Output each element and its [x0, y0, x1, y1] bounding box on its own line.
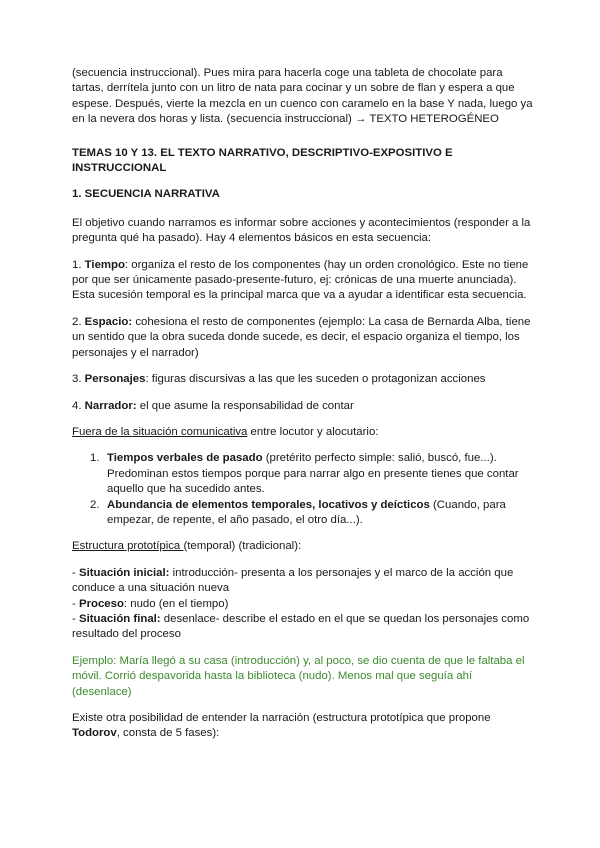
phase-prefix: - — [72, 566, 79, 579]
element-label: Narrador: — [84, 399, 137, 412]
section-title: 1. SECUENCIA NARRATIVA — [72, 188, 220, 201]
phase-text: introducción- presenta a los personajes y el marco de la acción que conduce a una situación nueva — [72, 566, 514, 595]
phase-bold: Proceso — [78, 597, 124, 610]
phase-item — [72, 597, 534, 612]
closing-text: Existe otra posibilidad de entender la narración (estructura prototípica que propone — [72, 712, 491, 724]
phase-text: desenlace- describe el estado en el que se quedan los personajes como resultado del proceso — [72, 612, 530, 641]
structure-underlined: Estructura prototípica — [72, 540, 184, 553]
closing-text-end: , consta de 5 fases): — [116, 727, 220, 740]
element-label: Tiempo — [84, 258, 125, 271]
topic-heading: TEMAS 10 Y 13. EL TEXTO NARRATIVO, DESCRIPTIVO-EXPOSITIVO E INSTRUCCIONAL — [72, 146, 453, 175]
objective-paragraph: El objetivo cuando narramos es informar sobre acciones y acontecimientos (responder a la pregunta qué ha pasado). Hay 4 elementos básicos en esta secuencia: — [72, 216, 531, 245]
situation-underlined: Fuera de la situación comunicativa — [72, 425, 248, 438]
list-item — [72, 498, 534, 529]
situation-paragraph — [72, 425, 534, 440]
list-bold: Tiempos verbales de pasado — [107, 452, 263, 465]
list-text: (Cuando, para empezar, de repente, el año pasado, el otro día...). — [107, 498, 506, 526]
phase-item — [72, 566, 534, 597]
phases-block — [72, 566, 534, 643]
closing-bold: Todorov — [72, 727, 117, 740]
element-label: Personajes — [84, 373, 146, 386]
element-tiempo — [72, 258, 534, 304]
phase-text: : nudo (en el tiempo) — [123, 597, 229, 610]
list-number: 2. — [90, 498, 100, 511]
element-text: el que asume la responsabilidad de contar — [136, 399, 354, 412]
list-number: 1. — [90, 452, 100, 465]
element-text: cohesiona el resto de componentes (ejemplo: La casa de Bernarda Alba, tiene un sentido que la obra suceda donde sucede, es decir, el espacio organiza el tiempo, los personajes y el narrador) — [72, 315, 531, 359]
list-item — [72, 451, 534, 497]
element-label: Espacio: — [84, 315, 133, 328]
phase-item — [72, 612, 534, 643]
example-paragraph: Ejemplo: María llegó a su casa (introducción) y, al poco, se dio cuenta de que le faltaba el móvil. Corrió despavorida hasta la biblioteca (nudo). Menos mal que seguía ahí (desenlace) — [72, 654, 525, 698]
list-text: (pretérito perfecto simple: salió, buscó, fue...). Predominan estos tiempos porque para narrar algo en presente tienes que contar aquello que ha sucedido antes. — [107, 452, 519, 496]
document-page — [72, 66, 534, 742]
element-text: : organiza el resto de los componentes (hay un orden cronológico. Este no tiene por que ser únicamente pasado-presente-futuro, ej: crónicas de una muerte anunciada). Esta sucesión temporal es la principal marca que va a ayudar a identificar esta secuencia. — [72, 258, 529, 302]
element-personajes — [72, 372, 534, 387]
phase-prefix: - — [72, 612, 79, 625]
list-bold: Abundancia de elementos temporales, locativos y deícticos — [107, 498, 430, 511]
phase-bold: Situación final: — [78, 612, 161, 625]
element-prefix: 3. — [72, 373, 85, 386]
element-prefix: 2. — [72, 315, 85, 328]
element-narrador — [72, 399, 534, 414]
phase-prefix: - — [72, 597, 79, 610]
element-prefix: 4. — [72, 399, 85, 412]
structure-rest: (temporal) (tradicional): — [183, 540, 302, 553]
element-text: : figuras discursivas a las que les suceden o protagonizan acciones — [145, 373, 486, 386]
structure-paragraph — [72, 539, 534, 554]
element-prefix: 1. — [72, 258, 85, 271]
intro-paragraph: (secuencia instruccional). Pues mira para hacerla coge una tableta de chocolate para tartas, derrítela junto con un litro de nata para cocinar y un sobre de flan y espera a que espese. Después, vierte la mezcla en un cuenco con caramelo en la base Y nada, luego ya en la nevera dos horas y lista. (secuencia instruccional) → TEXTO HETEROGÉNEO — [72, 67, 533, 126]
phase-bold: Situación inicial: — [78, 566, 170, 579]
situation-rest: entre locutor y alocutario: — [247, 425, 379, 438]
closing-paragraph — [72, 711, 534, 742]
element-espacio — [72, 315, 534, 361]
features-list — [72, 451, 534, 528]
